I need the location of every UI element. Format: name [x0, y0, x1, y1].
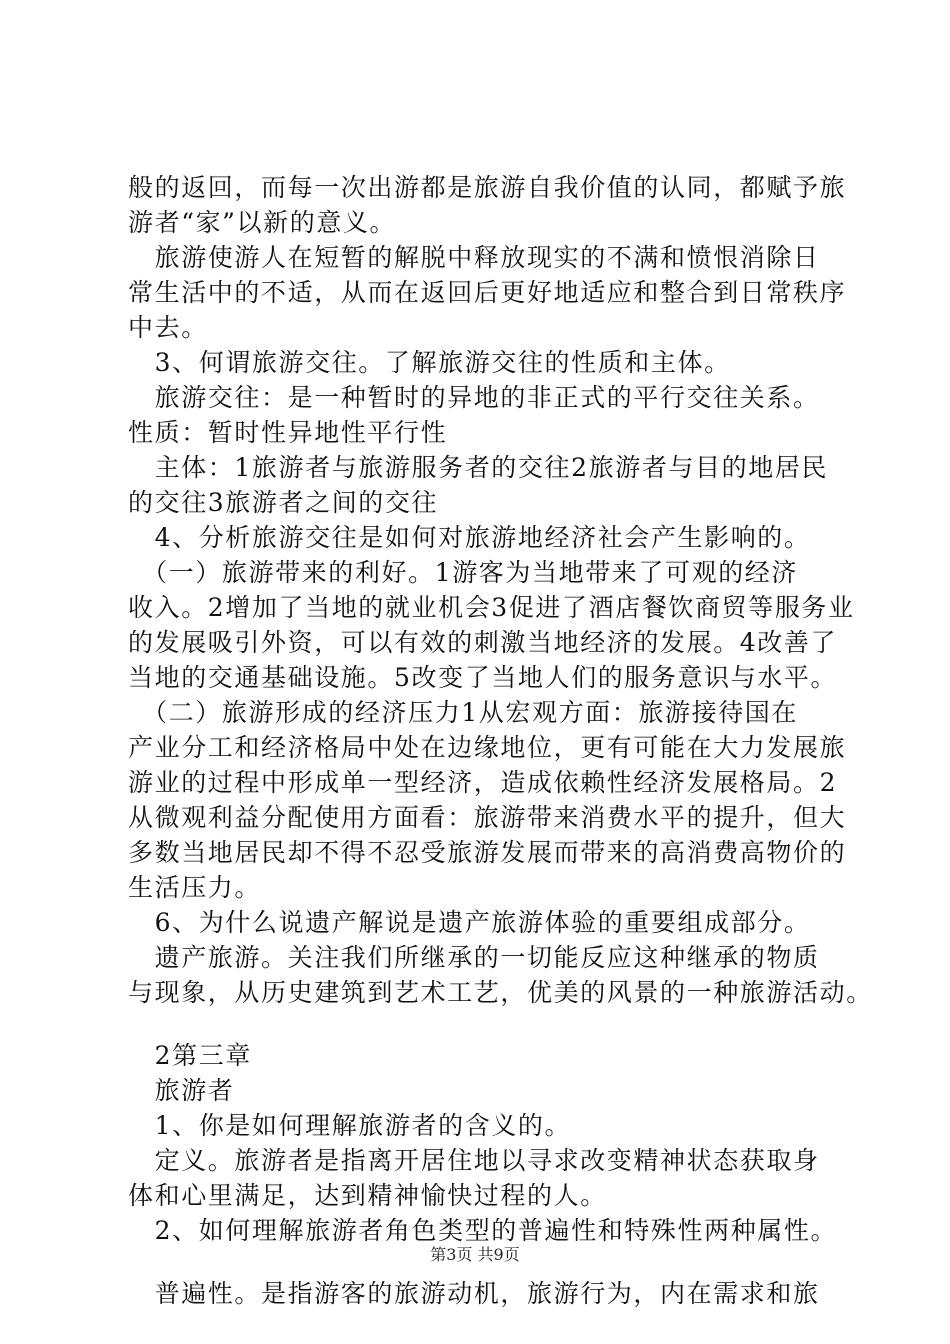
- text-line: 体和心里满足，达到精神愉快过程的人。: [128, 1181, 607, 1210]
- question-heading: 6、为什么说遗产解说是遗产旅游体验的重要组成部分。: [128, 908, 811, 937]
- text-line: 生活压力。: [128, 873, 262, 902]
- text-line: 的交往3旅游者之间的交往: [128, 488, 439, 517]
- chapter-title: 旅游者: [128, 1076, 235, 1105]
- text-line: 从微观利益分配使用方面看：旅游带来消费水平的提升，但大: [128, 803, 847, 832]
- text-line: 收入。2增加了当地的就业机会3促进了酒店餐饮商贸等服务业: [128, 593, 855, 622]
- text-line: 旅游使游人在短暂的解脱中释放现实的不满和愤恨消除日: [128, 243, 820, 272]
- text-line: 普遍性。是指游客的旅游动机，旅游行为，内在需求和旅: [128, 1279, 820, 1308]
- text-line: 定义。旅游者是指离开居住地以寻求改变精神状态获取身: [128, 1146, 820, 1175]
- text-line: 旅游交往：是一种暂时的异地的非正式的平行交往关系。: [128, 383, 820, 412]
- text-line: 常生活中的不适，从而在返回后更好地适应和整合到日常秩序: [128, 278, 847, 307]
- text-line: 性质：暂时性异地性平行性: [128, 418, 448, 447]
- question-heading: 1、你是如何理解旅游者的含义的。: [128, 1111, 572, 1140]
- text-line: （二）旅游形成的经济压力1从宏观方面：旅游接待国在: [128, 698, 799, 727]
- page-number-footer: 第3页 共9页: [430, 1245, 520, 1264]
- text-line: 与现象，从历史建筑到艺术工艺，优美的风景的一种旅游活动。: [128, 978, 873, 1007]
- text-line: 多数当地居民却不得不忍受旅游发展而带来的高消费高物价的: [128, 838, 847, 867]
- text-line: （一）旅游带来的利好。1游客为当地带来了可观的经济: [128, 558, 799, 587]
- text-line: 中去。: [128, 313, 208, 342]
- text-line: 游者“家”以新的意义。: [128, 208, 397, 237]
- question-heading: 2、如何理解旅游者角色类型的普遍性和特殊性两种属性。: [128, 1216, 838, 1245]
- body-text: [128, 170, 873, 1311]
- text-line: 游业的过程中形成单一型经济，造成依赖性经济发展格局。2: [128, 768, 838, 797]
- text-line: 主体：1旅游者与旅游服务者的交往2旅游者与目的地居民: [128, 453, 829, 482]
- text-line: 遗产旅游。关注我们所继承的一切能反应这种继承的物质: [128, 943, 820, 972]
- paragraph-gap: [128, 1010, 868, 1038]
- question-heading: 3、何谓旅游交往。了解旅游交往的性质和主体。: [128, 348, 731, 377]
- chapter-heading: 2第三章: [128, 1041, 252, 1070]
- text-line: 般的返回，而每一次出游都是旅游自我价值的认同，都赋予旅: [128, 173, 847, 202]
- question-heading: 4、分析旅游交往是如何对旅游地经济社会产生影响的。: [128, 523, 811, 552]
- text-line: 产业分工和经济格局中处在边缘地位，更有可能在大力发展旅: [128, 733, 847, 762]
- text-line: 当地的交通基础设施。5改变了当地人们的服务意识与水平。: [128, 663, 838, 692]
- text-line: 的发展吸引外资，可以有效的刺激当地经济的发展。4改善了: [128, 628, 838, 657]
